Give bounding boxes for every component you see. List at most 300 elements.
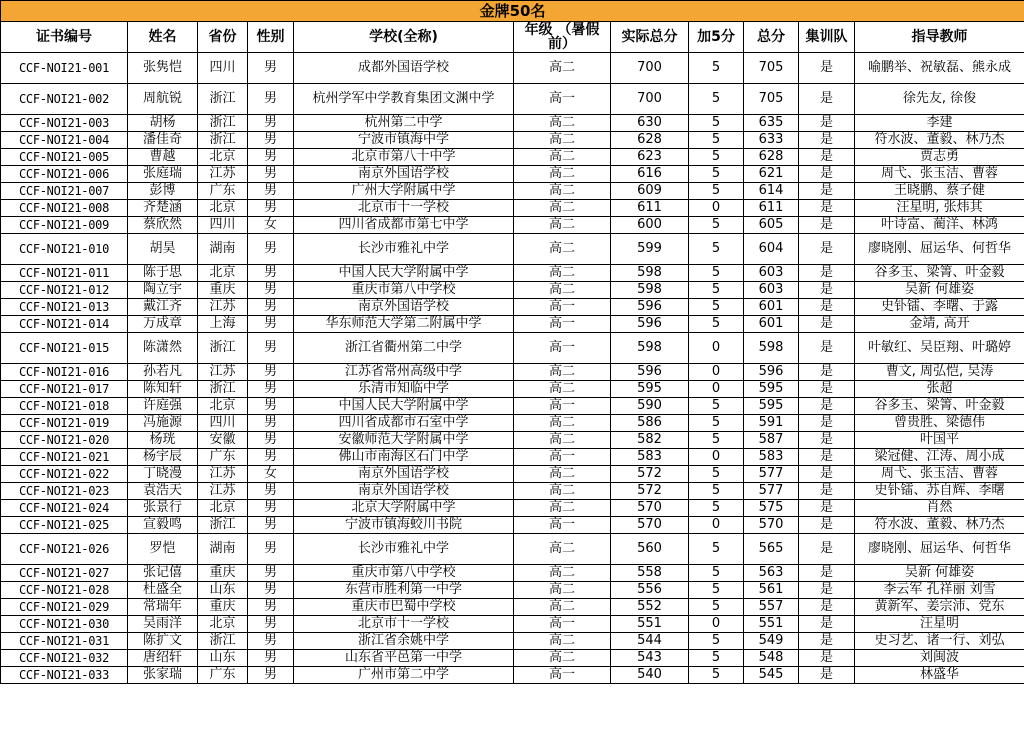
cert-id-cell: CCF-NOI21-007: [1, 183, 128, 200]
training-team-cell: 是: [799, 633, 855, 650]
gender-cell: 男: [248, 398, 294, 415]
table-row: [1, 534, 1024, 565]
total-cell: 614: [744, 183, 799, 200]
training-team-cell: 是: [799, 415, 855, 432]
teachers-cell: 汪星明: [855, 616, 1024, 633]
school-cell: 北京市十一学校: [294, 616, 514, 633]
province-cell: 重庆: [198, 599, 248, 616]
teachers-cell: 张超: [855, 381, 1024, 398]
header-cert-id: 证书编号: [1, 22, 128, 53]
training-team-cell: 是: [799, 432, 855, 449]
cert-id-cell: CCF-NOI21-001: [1, 53, 128, 84]
header-teachers: 指导教师: [855, 22, 1024, 53]
table-row: [1, 333, 1024, 364]
training-team-cell: 是: [799, 200, 855, 217]
province-cell: 山东: [198, 650, 248, 667]
table-row: [1, 667, 1024, 684]
training-team-cell: 是: [799, 449, 855, 466]
province-cell: 浙江: [198, 633, 248, 650]
total-cell: 605: [744, 217, 799, 234]
name-cell: 蔡欣然: [128, 217, 198, 234]
gender-cell: 男: [248, 633, 294, 650]
total-cell: 561: [744, 582, 799, 599]
cert-id-cell: CCF-NOI21-024: [1, 500, 128, 517]
bonus-cell: 5: [689, 415, 744, 432]
cert-id-cell: CCF-NOI21-012: [1, 282, 128, 299]
grade-cell: 高一: [514, 333, 611, 364]
bonus-cell: 5: [689, 483, 744, 500]
bonus-cell: 5: [689, 466, 744, 483]
school-cell: 浙江省衢州第二中学: [294, 333, 514, 364]
province-cell: 江苏: [198, 466, 248, 483]
province-cell: 四川: [198, 53, 248, 84]
school-cell: 四川省成都市第七中学: [294, 217, 514, 234]
gender-cell: 男: [248, 183, 294, 200]
raw-score-cell: 700: [611, 84, 689, 115]
table-row: [1, 582, 1024, 599]
total-cell: 604: [744, 234, 799, 265]
name-cell: 袁浩天: [128, 483, 198, 500]
total-cell: 635: [744, 115, 799, 132]
province-cell: 北京: [198, 616, 248, 633]
grade-cell: 高二: [514, 599, 611, 616]
raw-score-cell: 628: [611, 132, 689, 149]
total-cell: 595: [744, 398, 799, 415]
table-row: [1, 650, 1024, 667]
header-gender: 性别: [248, 22, 294, 53]
header-total: 总分: [744, 22, 799, 53]
cert-id-cell: CCF-NOI21-017: [1, 381, 128, 398]
cert-id-cell: CCF-NOI21-008: [1, 200, 128, 217]
bonus-cell: 0: [689, 616, 744, 633]
name-cell: 杨珖: [128, 432, 198, 449]
name-cell: 张景行: [128, 500, 198, 517]
raw-score-cell: 590: [611, 398, 689, 415]
gender-cell: 男: [248, 299, 294, 316]
name-cell: 陶立宇: [128, 282, 198, 299]
cert-id-cell: CCF-NOI21-009: [1, 217, 128, 234]
teachers-cell: 吴新 何雄姿: [855, 565, 1024, 582]
grade-cell: 高二: [514, 650, 611, 667]
grade-cell: 高二: [514, 53, 611, 84]
cert-id-cell: CCF-NOI21-033: [1, 667, 128, 684]
teachers-cell: 谷多玉、梁箐、叶金毅: [855, 265, 1024, 282]
province-cell: 重庆: [198, 282, 248, 299]
school-cell: 广州大学附属中学: [294, 183, 514, 200]
bonus-cell: 5: [689, 299, 744, 316]
bonus-cell: 5: [689, 398, 744, 415]
header-school: 学校(全称): [294, 22, 514, 53]
school-cell: 中国人民大学附属中学: [294, 265, 514, 282]
total-cell: 611: [744, 200, 799, 217]
grade-cell: 高二: [514, 183, 611, 200]
school-cell: 江苏省常州高级中学: [294, 364, 514, 381]
teachers-cell: 廖晓刚、屈运华、何哲华: [855, 234, 1024, 265]
bonus-cell: 5: [689, 183, 744, 200]
raw-score-cell: 570: [611, 500, 689, 517]
cert-id-cell: CCF-NOI21-026: [1, 534, 128, 565]
gender-cell: 男: [248, 650, 294, 667]
training-team-cell: 是: [799, 517, 855, 534]
table-row: [1, 381, 1024, 398]
school-cell: 长沙市雅礼中学: [294, 234, 514, 265]
table-row: [1, 415, 1024, 432]
gender-cell: 男: [248, 200, 294, 217]
bonus-cell: 5: [689, 565, 744, 582]
teachers-cell: 史习艺、诸一行、刘弘: [855, 633, 1024, 650]
table-row: [1, 500, 1024, 517]
province-cell: 浙江: [198, 517, 248, 534]
raw-score-cell: 552: [611, 599, 689, 616]
gender-cell: 男: [248, 534, 294, 565]
training-team-cell: 是: [799, 217, 855, 234]
school-cell: 佛山市南海区石门中学: [294, 449, 514, 466]
table-row: [1, 115, 1024, 132]
province-cell: 浙江: [198, 132, 248, 149]
teachers-cell: 史钋镭、李曙、于露: [855, 299, 1024, 316]
total-cell: 705: [744, 84, 799, 115]
name-cell: 张隽恺: [128, 53, 198, 84]
teachers-cell: 廖晓刚、屈运华、何哲华: [855, 534, 1024, 565]
table-row: [1, 316, 1024, 333]
training-team-cell: 是: [799, 599, 855, 616]
bonus-cell: 0: [689, 364, 744, 381]
table-row: [1, 616, 1024, 633]
school-cell: 南京外国语学校: [294, 299, 514, 316]
cert-id-cell: CCF-NOI21-021: [1, 449, 128, 466]
raw-score-cell: 700: [611, 53, 689, 84]
teachers-cell: 曾贵胜、梁德伟: [855, 415, 1024, 432]
cert-id-cell: CCF-NOI21-028: [1, 582, 128, 599]
teachers-cell: 李建: [855, 115, 1024, 132]
total-cell: 603: [744, 282, 799, 299]
total-cell: 548: [744, 650, 799, 667]
name-cell: 常瑞年: [128, 599, 198, 616]
raw-score-cell: 540: [611, 667, 689, 684]
school-cell: 长沙市雅礼中学: [294, 534, 514, 565]
bonus-cell: 5: [689, 667, 744, 684]
total-cell: 549: [744, 633, 799, 650]
name-cell: 张家瑞: [128, 667, 198, 684]
name-cell: 曹越: [128, 149, 198, 166]
training-team-cell: 是: [799, 616, 855, 633]
name-cell: 周航锐: [128, 84, 198, 115]
grade-cell: 高二: [514, 364, 611, 381]
bonus-cell: 5: [689, 217, 744, 234]
grade-cell: 高二: [514, 565, 611, 582]
cert-id-cell: CCF-NOI21-025: [1, 517, 128, 534]
grade-cell: 高二: [514, 217, 611, 234]
training-team-cell: 是: [799, 166, 855, 183]
grade-cell: 高二: [514, 582, 611, 599]
province-cell: 广东: [198, 183, 248, 200]
school-cell: 四川省成都市石室中学: [294, 415, 514, 432]
name-cell: 孙若凡: [128, 364, 198, 381]
raw-score-cell: 600: [611, 217, 689, 234]
total-cell: 628: [744, 149, 799, 166]
cert-id-cell: CCF-NOI21-031: [1, 633, 128, 650]
teachers-cell: 李云军 孔祥丽 刘雪: [855, 582, 1024, 599]
bonus-cell: 5: [689, 115, 744, 132]
raw-score-cell: 598: [611, 265, 689, 282]
grade-cell: 高二: [514, 115, 611, 132]
table-row: [1, 183, 1024, 200]
name-cell: 胡昊: [128, 234, 198, 265]
raw-score-cell: 596: [611, 299, 689, 316]
province-cell: 安徽: [198, 432, 248, 449]
total-cell: 570: [744, 517, 799, 534]
training-team-cell: 是: [799, 667, 855, 684]
teachers-cell: 黄新军、姜宗沛、党东: [855, 599, 1024, 616]
teachers-cell: 周弋、张玉洁、曹蓉: [855, 466, 1024, 483]
grade-cell: 高二: [514, 415, 611, 432]
cert-id-cell: CCF-NOI21-027: [1, 565, 128, 582]
bonus-cell: 5: [689, 500, 744, 517]
teachers-cell: 谷多玉、梁箐、叶金毅: [855, 398, 1024, 415]
total-cell: 633: [744, 132, 799, 149]
training-team-cell: 是: [799, 183, 855, 200]
bonus-cell: 5: [689, 166, 744, 183]
training-team-cell: 是: [799, 53, 855, 84]
name-cell: 冯施源: [128, 415, 198, 432]
table-row: [1, 282, 1024, 299]
province-cell: 重庆: [198, 565, 248, 582]
raw-score-cell: 598: [611, 282, 689, 299]
province-cell: 浙江: [198, 84, 248, 115]
name-cell: 齐楚涵: [128, 200, 198, 217]
gender-cell: 男: [248, 565, 294, 582]
raw-score-cell: 558: [611, 565, 689, 582]
cert-id-cell: CCF-NOI21-013: [1, 299, 128, 316]
school-cell: 杭州第二中学: [294, 115, 514, 132]
header-row: [1, 22, 1024, 53]
gender-cell: 男: [248, 132, 294, 149]
raw-score-cell: 596: [611, 364, 689, 381]
bonus-cell: 5: [689, 265, 744, 282]
grade-cell: 高一: [514, 84, 611, 115]
gender-cell: 男: [248, 500, 294, 517]
gender-cell: 男: [248, 333, 294, 364]
total-cell: 563: [744, 565, 799, 582]
school-cell: 北京大学附属中学: [294, 500, 514, 517]
grade-cell: 高二: [514, 234, 611, 265]
province-cell: 湖南: [198, 534, 248, 565]
cert-id-cell: CCF-NOI21-004: [1, 132, 128, 149]
grade-cell: 高一: [514, 398, 611, 415]
gender-cell: 男: [248, 234, 294, 265]
training-team-cell: 是: [799, 316, 855, 333]
bonus-cell: 5: [689, 282, 744, 299]
province-cell: 上海: [198, 316, 248, 333]
header-name: 姓名: [128, 22, 198, 53]
name-cell: 丁晓漫: [128, 466, 198, 483]
gender-cell: 男: [248, 316, 294, 333]
teachers-cell: 汪星明, 张炜其: [855, 200, 1024, 217]
school-cell: 南京外国语学校: [294, 466, 514, 483]
bonus-cell: 5: [689, 84, 744, 115]
grade-cell: 高一: [514, 449, 611, 466]
gender-cell: 男: [248, 432, 294, 449]
bonus-cell: 5: [689, 633, 744, 650]
school-cell: 北京市第八十中学: [294, 149, 514, 166]
table-row: [1, 234, 1024, 265]
bonus-cell: 5: [689, 316, 744, 333]
training-team-cell: 是: [799, 381, 855, 398]
school-cell: 广州市第二中学: [294, 667, 514, 684]
grade-cell: 高二: [514, 483, 611, 500]
raw-score-cell: 556: [611, 582, 689, 599]
table-title: 金牌50名: [1, 1, 1024, 22]
cert-id-cell: CCF-NOI21-029: [1, 599, 128, 616]
gender-cell: 男: [248, 149, 294, 166]
province-cell: 广东: [198, 449, 248, 466]
training-team-cell: 是: [799, 364, 855, 381]
school-cell: 成都外国语学校: [294, 53, 514, 84]
raw-score-cell: 560: [611, 534, 689, 565]
school-cell: 北京市十一学校: [294, 200, 514, 217]
gender-cell: 男: [248, 84, 294, 115]
raw-score-cell: 596: [611, 316, 689, 333]
table-row: [1, 633, 1024, 650]
training-team-cell: 是: [799, 149, 855, 166]
table-row: [1, 200, 1024, 217]
bonus-cell: 5: [689, 534, 744, 565]
school-cell: 杭州学军中学教育集团文渊中学: [294, 84, 514, 115]
grade-cell: 高一: [514, 299, 611, 316]
province-cell: 江苏: [198, 483, 248, 500]
teachers-cell: 史钋镭、苏自辉、李曙: [855, 483, 1024, 500]
school-cell: 宁波市镇海中学: [294, 132, 514, 149]
name-cell: 陈知轩: [128, 381, 198, 398]
total-cell: 551: [744, 616, 799, 633]
school-cell: 浙江省余姚中学: [294, 633, 514, 650]
school-cell: 中国人民大学附属中学: [294, 398, 514, 415]
grade-cell: 高二: [514, 466, 611, 483]
training-team-cell: 是: [799, 234, 855, 265]
teachers-cell: 叶国平: [855, 432, 1024, 449]
province-cell: 北京: [198, 398, 248, 415]
cert-id-cell: CCF-NOI21-003: [1, 115, 128, 132]
grade-cell: 高二: [514, 500, 611, 517]
school-cell: 南京外国语学校: [294, 483, 514, 500]
training-team-cell: 是: [799, 500, 855, 517]
name-cell: 张记僖: [128, 565, 198, 582]
grade-cell: 高二: [514, 200, 611, 217]
table-row: [1, 432, 1024, 449]
cert-id-cell: CCF-NOI21-022: [1, 466, 128, 483]
table-row: [1, 84, 1024, 115]
grade-cell: 高二: [514, 381, 611, 398]
school-cell: 华东师范大学第二附属中学: [294, 316, 514, 333]
teachers-cell: 贾志勇: [855, 149, 1024, 166]
school-cell: 乐清市知临中学: [294, 381, 514, 398]
name-cell: 陈于思: [128, 265, 198, 282]
grade-cell: 高二: [514, 166, 611, 183]
training-team-cell: 是: [799, 84, 855, 115]
cert-id-cell: CCF-NOI21-006: [1, 166, 128, 183]
province-cell: 四川: [198, 415, 248, 432]
cert-id-cell: CCF-NOI21-023: [1, 483, 128, 500]
cert-id-cell: CCF-NOI21-014: [1, 316, 128, 333]
gender-cell: 男: [248, 166, 294, 183]
name-cell: 杜盛全: [128, 582, 198, 599]
province-cell: 湖南: [198, 234, 248, 265]
bonus-cell: 5: [689, 234, 744, 265]
table-row: [1, 565, 1024, 582]
raw-score-cell: 623: [611, 149, 689, 166]
cert-id-cell: CCF-NOI21-002: [1, 84, 128, 115]
province-cell: 北京: [198, 500, 248, 517]
province-cell: 北京: [198, 200, 248, 217]
training-team-cell: 是: [799, 582, 855, 599]
province-cell: 北京: [198, 265, 248, 282]
header-grade: 年级 （暑假前）: [514, 22, 611, 53]
training-team-cell: 是: [799, 466, 855, 483]
header-training-team: 集训队: [799, 22, 855, 53]
cert-id-cell: CCF-NOI21-030: [1, 616, 128, 633]
name-cell: 宣毅鸣: [128, 517, 198, 534]
raw-score-cell: 572: [611, 466, 689, 483]
province-cell: 山东: [198, 582, 248, 599]
grade-cell: 高一: [514, 616, 611, 633]
table-row: [1, 149, 1024, 166]
name-cell: 陈潇然: [128, 333, 198, 364]
total-cell: 587: [744, 432, 799, 449]
province-cell: 江苏: [198, 364, 248, 381]
cert-id-cell: CCF-NOI21-015: [1, 333, 128, 364]
table-row: [1, 449, 1024, 466]
name-cell: 许庭强: [128, 398, 198, 415]
teachers-cell: 王晓鹏、蔡子健: [855, 183, 1024, 200]
name-cell: 万成章: [128, 316, 198, 333]
raw-score-cell: 595: [611, 381, 689, 398]
training-team-cell: 是: [799, 299, 855, 316]
training-team-cell: 是: [799, 265, 855, 282]
school-cell: 重庆市第八中学校: [294, 282, 514, 299]
school-cell: 南京外国语学校: [294, 166, 514, 183]
bonus-cell: 0: [689, 381, 744, 398]
raw-score-cell: 611: [611, 200, 689, 217]
training-team-cell: 是: [799, 282, 855, 299]
gender-cell: 男: [248, 517, 294, 534]
total-cell: 577: [744, 483, 799, 500]
training-team-cell: 是: [799, 534, 855, 565]
name-cell: 胡杨: [128, 115, 198, 132]
table-row: [1, 364, 1024, 381]
province-cell: 四川: [198, 217, 248, 234]
grade-cell: 高二: [514, 265, 611, 282]
school-cell: 宁波市镇海蛟川书院: [294, 517, 514, 534]
name-cell: 潘佳奇: [128, 132, 198, 149]
name-cell: 吴雨洋: [128, 616, 198, 633]
table-row: [1, 166, 1024, 183]
table-row: [1, 466, 1024, 483]
total-cell: 577: [744, 466, 799, 483]
school-cell: 安徽师范大学附属中学: [294, 432, 514, 449]
training-team-cell: 是: [799, 132, 855, 149]
gender-cell: 男: [248, 667, 294, 684]
total-cell: 583: [744, 449, 799, 466]
teachers-cell: 刘闽波: [855, 650, 1024, 667]
header-bonus: 加5分: [689, 22, 744, 53]
raw-score-cell: 616: [611, 166, 689, 183]
grade-cell: 高二: [514, 633, 611, 650]
gender-cell: 男: [248, 415, 294, 432]
grade-cell: 高一: [514, 316, 611, 333]
gender-cell: 男: [248, 115, 294, 132]
bonus-cell: 5: [689, 149, 744, 166]
teachers-cell: 金靖, 高开: [855, 316, 1024, 333]
